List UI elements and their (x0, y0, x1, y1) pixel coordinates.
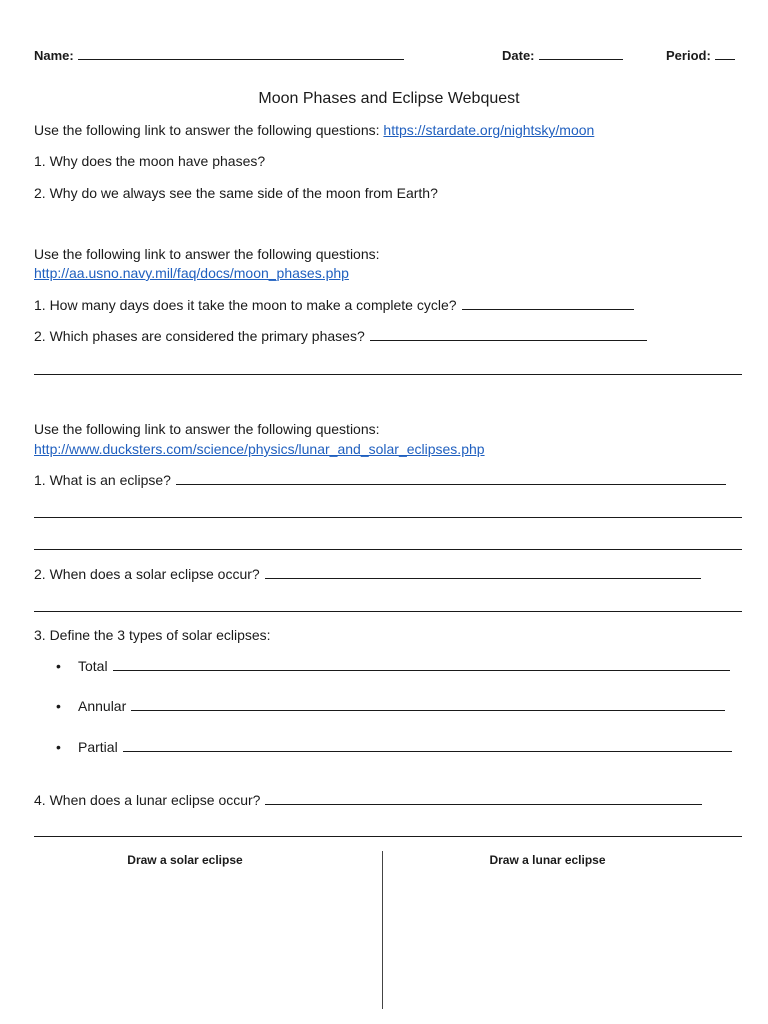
period-field (666, 47, 735, 63)
answer-line[interactable] (265, 792, 702, 805)
section1-instructions (34, 122, 594, 138)
section3-question-4-text: 4. When does a lunar eclipse occur? (34, 792, 261, 808)
header-row (34, 47, 734, 67)
answer-line[interactable] (176, 472, 726, 485)
solar-eclipse-drawing-label: Draw a solar eclipse (127, 853, 243, 867)
answer-line[interactable] (34, 611, 742, 612)
date-label: Date: (502, 48, 535, 63)
name-blank-line[interactable] (78, 47, 404, 60)
section3-question-3: 3. Define the 3 types of solar eclipses: (34, 627, 271, 643)
eclipse-type-partial (56, 739, 732, 755)
section3-question-1 (34, 472, 726, 488)
section2-question-1 (34, 297, 634, 313)
answer-line[interactable] (34, 517, 742, 518)
section3-question-4 (34, 792, 702, 808)
date-field (502, 47, 623, 63)
answer-line[interactable] (265, 566, 701, 579)
period-blank-line[interactable] (715, 47, 735, 60)
section2-question-2 (34, 328, 647, 344)
eclipse-type-label: Total (78, 658, 108, 674)
answer-line[interactable] (34, 374, 742, 375)
answer-line[interactable] (123, 739, 732, 752)
name-field (34, 47, 404, 63)
answer-line[interactable] (131, 698, 725, 711)
section3-intro: Use the following link to answer the following questions: (34, 421, 380, 437)
eclipse-type-annular (56, 698, 725, 714)
bullet-icon: • (56, 698, 61, 714)
answer-line[interactable] (34, 549, 742, 550)
section3-question-2-text: 2. When does a solar eclipse occur? (34, 566, 260, 582)
section3-question-1-text: 1. What is an eclipse? (34, 472, 171, 488)
lunar-eclipse-drawing-label: Draw a lunar eclipse (489, 853, 606, 867)
section3-link[interactable]: http://www.ducksters.com/science/physics/lunar_and_solar_eclipses.php (34, 441, 485, 457)
answer-line[interactable] (370, 328, 647, 341)
answer-line[interactable] (34, 836, 742, 837)
eclipse-type-total (56, 658, 730, 674)
section1-question-2: 2. Why do we always see the same side of the moon from Earth? (34, 185, 438, 201)
page-title: Moon Phases and Eclipse Webquest (258, 90, 520, 107)
section2-question-2-text: 2. Which phases are considered the primary phases? (34, 328, 365, 344)
date-blank-line[interactable] (539, 47, 623, 60)
section1-link[interactable]: https://stardate.org/nightsky/moon (383, 122, 595, 138)
answer-line[interactable] (462, 297, 634, 310)
section2-question-1-text: 1. How many days does it take the moon to make a complete cycle? (34, 297, 457, 313)
bullet-icon: • (56, 739, 61, 755)
section2-link[interactable]: http://aa.usno.navy.mil/faq/docs/moon_phases.php (34, 265, 349, 281)
section1-question-1: 1. Why does the moon have phases? (34, 153, 266, 169)
answer-line[interactable] (113, 658, 730, 671)
section1-intro: Use the following link to answer the following questions: (34, 122, 380, 138)
section2-intro: Use the following link to answer the following questions: (34, 246, 380, 262)
name-label: Name: (34, 48, 74, 63)
eclipse-type-label: Annular (78, 698, 127, 714)
bullet-icon: • (56, 658, 61, 674)
eclipse-type-label: Partial (78, 739, 118, 755)
drawing-divider (382, 851, 383, 1009)
section3-question-2 (34, 566, 701, 582)
period-label: Period: (666, 48, 711, 63)
